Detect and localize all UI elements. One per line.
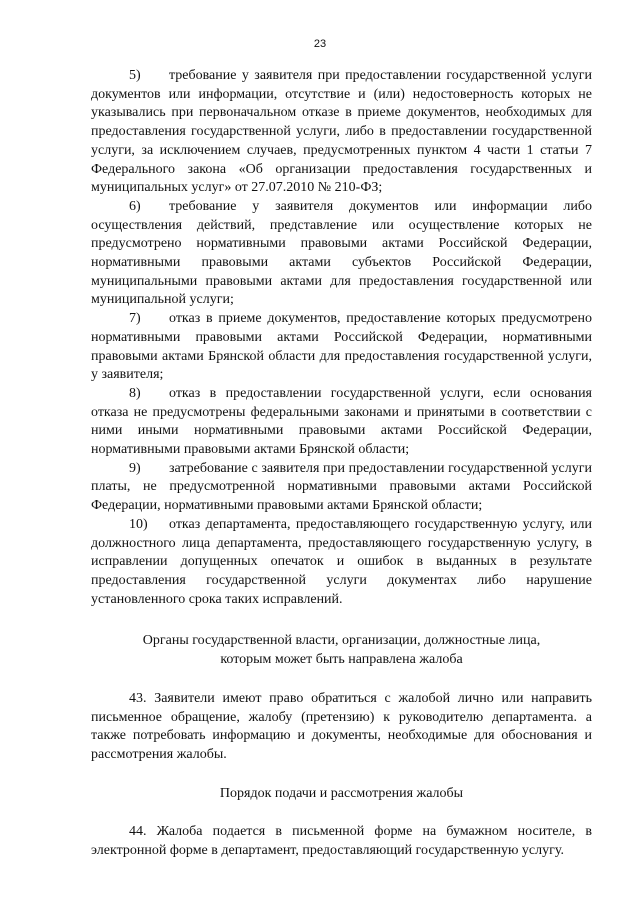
item-text: отказ департамента, предоставляющего государственную услугу, или должностного лица департамента, предоставляющего государственную услугу, в исправлении допущенных опечаток и ошибок в выданных в результате предоставления государственной услуги документах либо нарушение установленного срока таких исправлений. — [91, 516, 592, 607]
list-item — [91, 198, 592, 310]
list-item — [91, 67, 592, 198]
item-text: требование у заявителя документов или информации либо осуществления действий, представление или осуществление которых не предусмотрено нормативными правовыми актами Российской Федерации, нормативными правовыми актами субъектов Российской Федерации, муниципальными правовыми актами для предоставления государственной или муниципальной услуги; — [91, 198, 592, 308]
item-number: 10) — [129, 516, 148, 532]
item-text: отказ в предоставлении государственной услуги, если основания отказа не предусмотрены федеральными законами и принятыми в соответствии с ними иными нормативными правовыми актами Российской Федерации, нормативными правовыми актами Брянской области; — [91, 385, 592, 458]
spacer — [91, 609, 592, 632]
paragraph-44: 44. Жалоба подается в письменной форме на бумажном носителе, в электронной форме в департамент, предоставляющий государственную услугу. — [91, 824, 592, 859]
paragraph-43: 43. Заявители имеют право обратиться с жалобой лично или направить письменное обращение, жалобу (претензию) к руководителю департамента. а также потребовать информацию и документы, необходимые для обоснования и рассмотрения жалобы. — [91, 690, 592, 762]
item-text: требование у заявителя при предоставлении государственной услуги документов или информации, отсутствие и (или) недостоверность которых не указывались при первоначальном отказе в приеме документов, необходимых для предоставления государственной услуги, либо в предоставлении государственной услуги, за исключением случаев, предусмотренных пунктом 4 части 1 статьи 7 Федерального закона «Об организации предоставления государственных и муниципальных услуг» от 27.07.2010 № 210-ФЗ; — [91, 68, 592, 196]
section-heading-line-2: которым может быть направлена жалоба — [220, 652, 463, 668]
list-item — [91, 385, 592, 460]
section-heading-2: Порядок подачи и рассмотрения жалобы — [219, 785, 464, 801]
section-heading-line-1: Органы государственной власти, организации, должностные лица, — [142, 633, 541, 649]
page-number: 23 — [313, 38, 327, 50]
spacer — [91, 765, 592, 785]
item-number: 8) — [129, 385, 141, 401]
item-number: 6) — [129, 198, 141, 214]
list-item — [91, 460, 592, 516]
item-number: 9) — [129, 460, 141, 476]
list-item — [91, 516, 592, 610]
spacer — [91, 803, 592, 823]
item-number: 5) — [129, 68, 141, 83]
item-number: 7) — [129, 311, 141, 327]
item-text: затребование с заявителя при предоставлении государственной услуги платы, не предусмотренной нормативными правовыми актами Российской Федерации, нормативными правовыми актами Брянской области; — [91, 460, 592, 514]
item-text: отказ в приеме документов, предоставление которых предусмотрено нормативными правовыми актами Российской Федерации, нормативными правовыми актами Брянской области для предоставления государственной услуги, у заявителя; — [91, 311, 592, 383]
document-body — [91, 67, 592, 861]
spacer — [91, 670, 592, 690]
list-item — [91, 310, 592, 385]
